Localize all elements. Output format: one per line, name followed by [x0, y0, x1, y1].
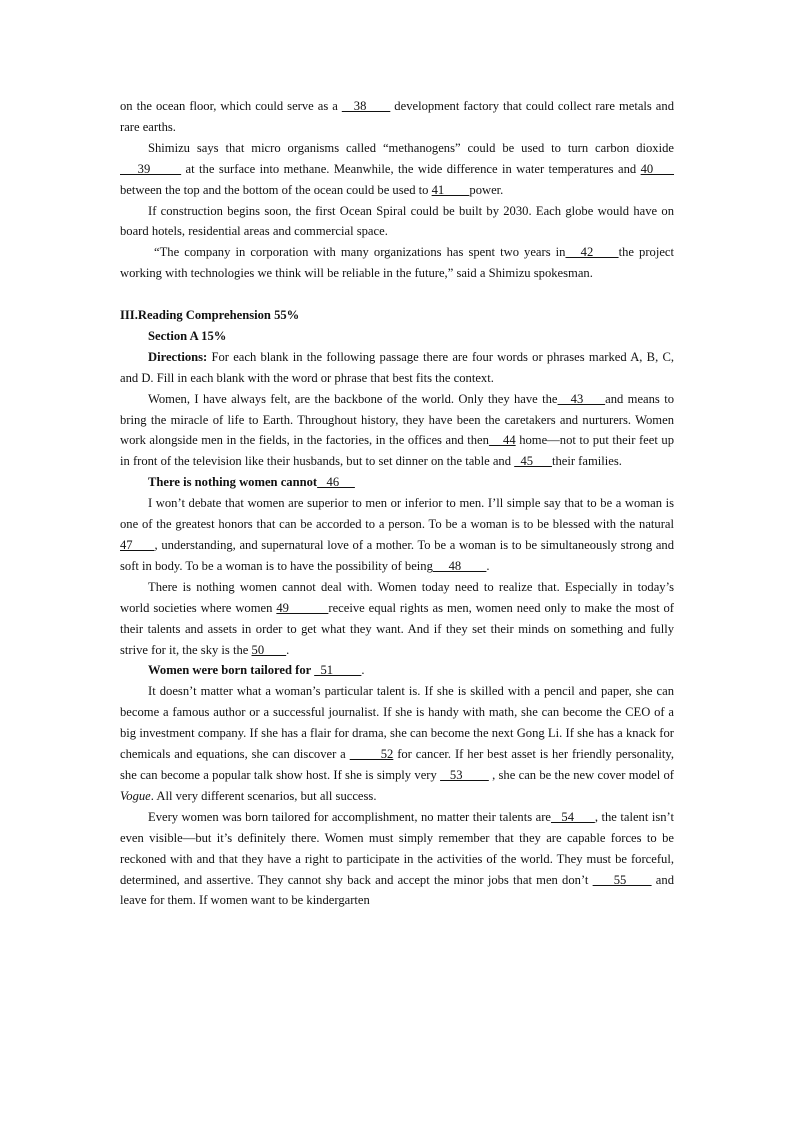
- blank-45[interactable]: 45: [514, 454, 552, 469]
- directions-label: Directions:: [148, 349, 208, 364]
- paragraph-methanogens: Shimizu says that micro organisms called “methanogens” could be used to turn carbon dioxide 39 at the surface into methane. Meanwhile, the wide difference in water temperatures and 40 between the top and the bottom of the ocean could be used to 41 power.: [120, 140, 675, 197]
- paragraph-spokesman-quote: “The company in corporation with many organizations has spent two years in 42 the project working with technologies we think will be reliable in the future,” said a Shimizu spokesman.: [120, 245, 674, 281]
- paragraph-talent: It doesn’t matter what a woman’s particular talent is. If she is skilled with a pencil and paper, she can become a famous author or a successful journalist. If she is handy with math, she can become the CEO of a big investment company. If she has a flair for drama, she can become the next Gong Li. If she has a knack for chemicals and equations, she can discover a 52 for cancer. If her best asset is her friendly personality, she can become a popular talk show host. If she is simply very 53 , she can be the new cover model of Vogue. All very different scenarios, but all success.: [120, 684, 674, 803]
- paragraph-debate: I won’t debate that women are superior to men or inferior to men. I’ll simple say that to be a woman is one of the greatest honors that can be accorded to a person. To be a woman is to be blessed with the natural 47 , understanding, and supernatural love of a mother. To be a woman is to be simultaneously strong and soft in body. To be a woman is to have the possibility of being 48 .: [120, 496, 674, 573]
- blank-38[interactable]: 38: [341, 99, 391, 113]
- paragraph-accomplishment: Every women was born tailored for accomplishment, no matter their talents are 54 , the talent isn’t even visible—but it’s definitely there. Women must simply remember that they are capable forces to be reckoned with and that they have a right to participate in the activities of the world. They must be forceful, determined, and assertive. They cannot shy back and accept the minor jobs that men don’t 55 and leave for them. If women want to be kindergarten: [120, 809, 674, 908]
- document-page: [120, 96, 674, 911]
- section-three-heading: III.Reading Comprehension 55%: [120, 308, 300, 323]
- blank-52[interactable]: 52: [349, 747, 394, 762]
- paragraph-deal-with: There is nothing women cannot deal with. Women today need to realize that. Especially in today’s world societies where women 49 receive equal rights as men, women need only to make the most of their talents and assets in order to get what they want. And if they set their minds on something and fully strive for it, the sky is the 50 .: [120, 579, 675, 657]
- blank-51[interactable]: 51: [314, 663, 362, 678]
- blank-49[interactable]: 49: [276, 600, 329, 615]
- paragraph-ocean-floor: on the ocean floor, which could serve as a 38 development factory that could collect rare metals and rare earths.: [120, 99, 674, 134]
- subheading-nothing-women-cannot: There is nothing women cannot 46: [148, 475, 355, 490]
- blank-46[interactable]: 46: [317, 475, 355, 490]
- blank-47[interactable]: 47: [120, 538, 155, 553]
- vogue-title: Vogue: [120, 788, 151, 803]
- section-a-heading: Section A 15%: [148, 328, 227, 343]
- blank-55[interactable]: 55: [592, 872, 652, 887]
- blank-53[interactable]: 53: [440, 767, 489, 782]
- blank-42[interactable]: 42: [565, 245, 619, 260]
- blank-41[interactable]: 41: [431, 182, 470, 197]
- blank-44[interactable]: 44: [488, 433, 516, 448]
- paragraph-construction: If construction begins soon, the first Ocean Spiral could be built by 2030. Each globe would have on board hotels, residential areas and commercial space.: [120, 203, 674, 239]
- blank-39[interactable]: 39: [120, 161, 182, 176]
- directions-paragraph: Directions: For each blank in the following passage there are four words or phrases marked A, B, C, and D. Fill in each blank with the word or phrase that best fits the context.: [120, 349, 674, 385]
- blank-50[interactable]: 50: [251, 642, 287, 657]
- blank-40[interactable]: 40: [640, 161, 675, 176]
- paragraph-backbone: Women, I have always felt, are the backbone of the world. Only they have the 43 and means to bring the miracle of life to Earth. Throughout history, they have been the caretakers and nurturers. Women work alongside men in the fields, in the factories, in the offices and then 44 home—not to put their feet up in front of the television like their husbands, but to set dinner on the table and 45 their families.: [120, 391, 675, 469]
- subheading-born-tailored: Women were born tailored for 51 .: [148, 663, 365, 678]
- spacer: [120, 284, 674, 305]
- blank-43[interactable]: 43: [557, 391, 606, 406]
- blank-54[interactable]: 54: [550, 809, 595, 824]
- blank-48[interactable]: 48: [432, 558, 487, 573]
